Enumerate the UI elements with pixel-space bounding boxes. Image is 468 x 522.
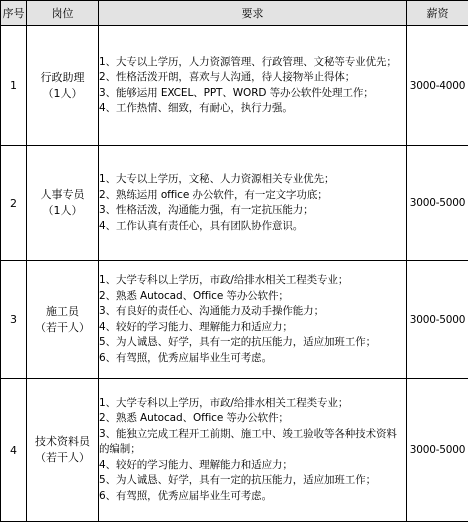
requirement-item: 3、有良好的责任心、沟通能力及动手操作能力； [99,305,324,317]
row-position [27,146,99,261]
position-count: （若干人） [35,451,90,464]
requirement-item: 1、大专以上学历，文秘、人力资源相关专业优先； [99,173,335,185]
requirement-item: 5、为人诚恳、好学，具有一定的抗压能力，适应加班工作； [99,336,376,348]
requirement-item: 4、较好的学习能力、理解能力和适应力； [99,458,293,471]
row-requirements [99,146,407,261]
header-position: 岗位 [27,1,99,26]
header-salary: 薪资 [407,1,468,26]
table-row [1,146,468,261]
requirement-item: 3、能够运用 EXCEL、PPT、WORD 等办公软件处理工作； [99,86,374,99]
requirement-item: 2、熟悉 Autocad、Office 等办公软件； [99,289,289,302]
row-position [27,379,99,522]
table-row [1,261,468,379]
requirement-item: 6、有驾照，优秀应届毕业生可考虑。 [99,489,272,502]
table-row [1,379,468,522]
row-position [27,26,99,146]
row-requirements [99,26,407,146]
position-title: 人事专员 [40,188,85,201]
row-position [27,261,99,379]
requirement-item: 1、大学专科以上学历，市政/给排水相关工程类专业； [99,274,349,286]
requirement-item: 6、有驾照，优秀应届毕业生可考虑。 [99,351,272,364]
row-seq: 2 [1,146,27,261]
position-count: （1人） [42,204,83,217]
requirement-item: 2、性格活泼开朗，喜欢与人沟通，待人接物举止得体； [99,71,356,83]
row-salary: 3000-5000 [407,146,468,261]
row-salary: 3000-4000 [407,26,468,146]
position-title: 技术资料员 [35,435,90,448]
row-requirements [99,379,407,522]
position-title: 施工员 [46,304,79,318]
requirement-item: 3、性格活泼，沟通能力强，有一定抗压能力； [99,204,314,216]
header-row [1,1,468,26]
row-salary: 3000-5000 [407,379,468,522]
position-count: （若干人） [35,320,90,334]
position-title: 行政助理 [40,70,85,84]
requirement-item: 3、能独立完成工程开工前期、施工中、竣工验收等各种技术资料的编制； [99,427,397,456]
requirement-item: 2、熟练运用 office 办公软件，有一定文字功底； [99,188,328,201]
row-seq: 4 [1,379,27,522]
requirement-item: 1、大学专科以上学历，市政/给排水相关工程类专业； [99,396,349,409]
position-count: （1人） [42,86,83,100]
requirement-item: 4、较好的学习能力、理解能力和适应力； [99,320,293,333]
requirement-item: 5、为人诚恳、好学，具有一定的抗压能力，适应加班工作； [99,474,376,487]
row-seq: 1 [1,26,27,146]
header-requirements: 要求 [99,1,407,26]
requirement-item: 2、熟悉 Autocad、Office 等办公软件； [99,412,289,425]
row-seq: 3 [1,261,27,379]
requirement-item: 4、工作认真有责任心，具有团队协作意识。 [99,219,304,232]
row-salary: 3000-5000 [407,261,468,379]
requirement-item: 1、大专以上学历，人力资源管理、行政管理、文秘等专业优先； [99,55,397,68]
header-seq: 序号 [1,1,27,26]
row-requirements [99,261,407,379]
requirement-item: 4、工作热情、细致，有耐心，执行力强。 [99,102,293,114]
table-row [1,26,468,146]
